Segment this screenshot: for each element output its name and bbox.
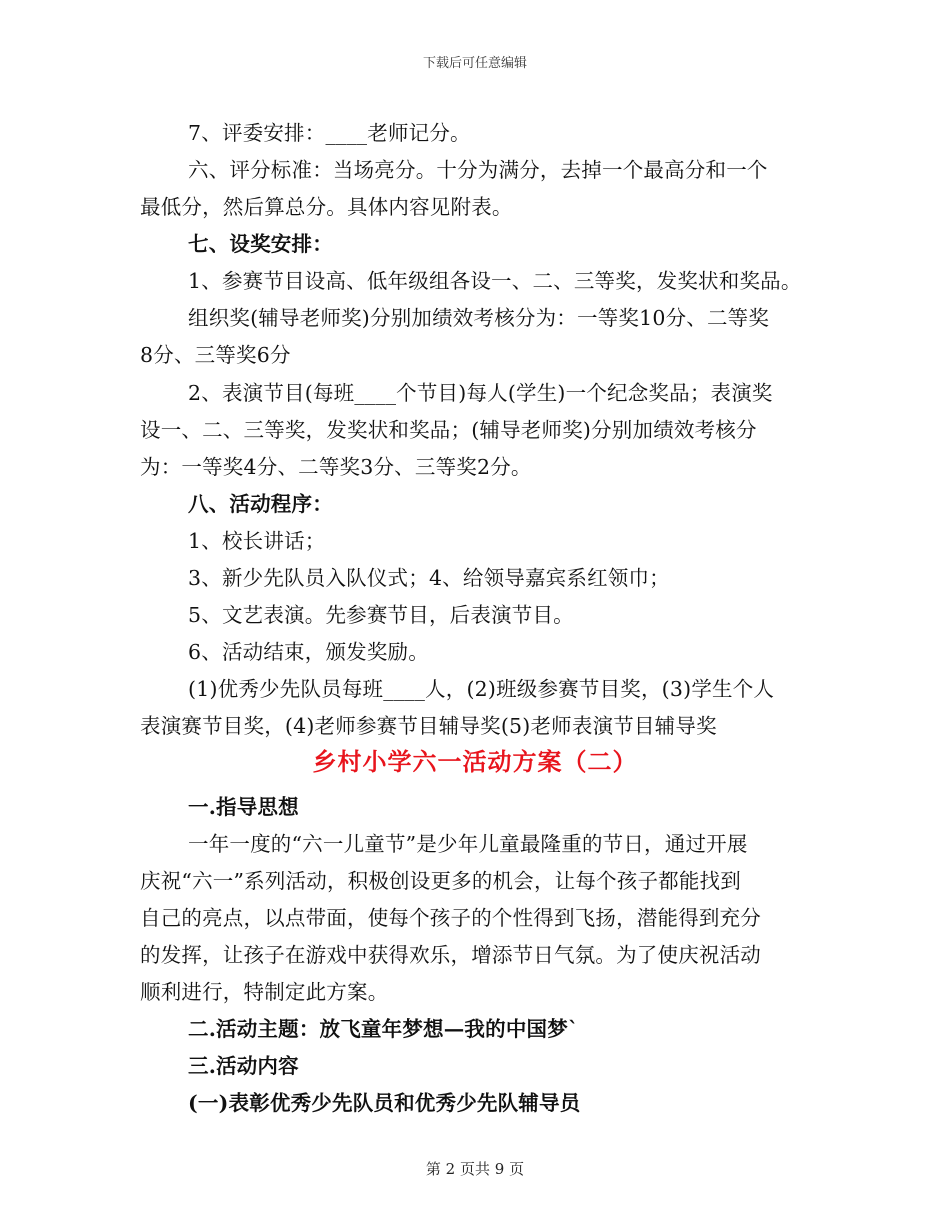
text-line: 1、参赛节目设高、低年级组各设一、二、三等奖，发奖状和奖品。 <box>188 269 802 293</box>
section-heading: 七、设奖安排： <box>188 232 333 256</box>
text-line: 8分、三等奖6分 <box>140 343 291 367</box>
text-line: 3、新少先队员入队仪式；4、给领导嘉宾系红领巾； <box>188 566 670 590</box>
text-line: (1)优秀少先队员每班____人，(2)班级参赛节目奖，(3)学生个人 <box>188 677 775 701</box>
text-line: 设一、二、三等奖，发奖状和奖品；(辅导老师奖)分别加绩效考核分 <box>140 418 757 442</box>
section-heading: (一)表彰优秀少先队员和优秀少先队辅导员 <box>188 1091 581 1115</box>
text-line: 最低分，然后算总分。具体内容见附表。 <box>140 195 513 219</box>
text-line: 表演赛节目奖，(4)老师参赛节目辅导奖(5)老师表演节目辅导奖 <box>140 714 717 738</box>
text-line: 6、活动结束，颁发奖励。 <box>188 640 429 664</box>
page-footer: 第 2 页共 9 页 <box>425 1160 525 1178</box>
text-line: 顺利进行，特制定此方案。 <box>140 980 389 1004</box>
text-line: 为：一等奖4分、二等奖3分、三等奖2分。 <box>140 455 532 479</box>
section-heading: 八、活动程序： <box>188 492 333 516</box>
text-line: 自己的亮点，以点带面，使每个孩子的个性得到飞扬，潜能得到充分 <box>140 906 761 930</box>
text-line: 5、文艺表演。先参赛节目，后表演节目。 <box>188 603 574 627</box>
page-header: 下载后可任意编辑 <box>422 56 527 71</box>
text-line: 六、评分标准：当场亮分。十分为满分，去掉一个最高分和一个 <box>188 158 768 182</box>
section-heading: 三.活动内容 <box>188 1054 299 1078</box>
text-line: 的发挥，让孩子在游戏中获得欢乐，增添节日气氛。为了使庆祝活动 <box>140 943 761 967</box>
text-line: 庆祝“六一”系列活动，积极创设更多的机会，让每个孩子都能找到 <box>140 869 741 893</box>
text-line: 2、表演节目(每班____个节目)每人(学生)一个纪念奖品；表演奖 <box>188 381 773 405</box>
section-title: 乡村小学六一活动方案（二） <box>312 747 638 776</box>
section-heading: 二.活动主题：放飞童年梦想—我的中国梦` <box>188 1017 579 1041</box>
text-line: 一年一度的“六一儿童节”是少年儿童最隆重的节日，通过开展 <box>188 832 748 856</box>
text-line: 7、评委安排：____老师记分。 <box>188 121 471 145</box>
text-line: 组织奖(辅导老师奖)分别加绩效考核分为：一等奖10分、二等奖 <box>188 306 770 330</box>
text-line: 1、校长讲话； <box>188 529 326 553</box>
section-heading: 一.指导思想 <box>188 795 299 819</box>
